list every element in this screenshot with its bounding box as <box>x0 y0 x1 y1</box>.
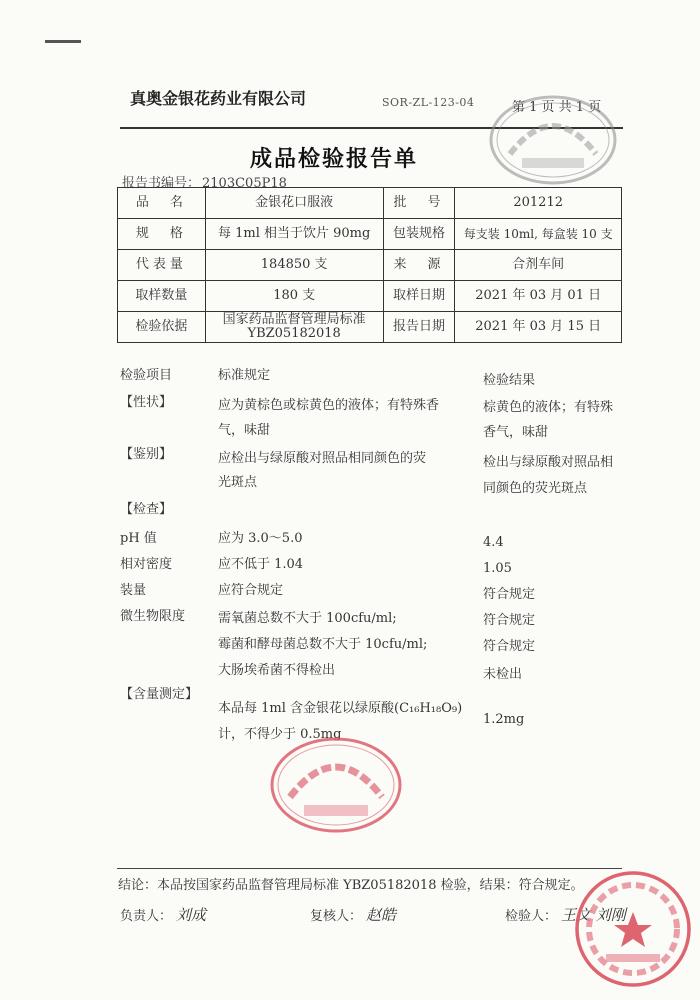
batch-label: 批 号 <box>383 188 455 219</box>
ph-result: 4.4 <box>483 535 504 550</box>
sample-qty-label: 取样数量 <box>118 281 206 312</box>
micro-result-1: 符合规定 <box>483 613 536 628</box>
assay-label: 【含量测定】 <box>120 687 199 702</box>
spec-label: 规 格 <box>118 219 206 250</box>
table-row <box>118 250 622 281</box>
micro-result-2: 符合规定 <box>483 639 536 654</box>
seal-icon <box>268 735 404 835</box>
density-label: 相对密度 <box>120 557 173 572</box>
rep-qty-value: 184850 支 <box>205 250 383 281</box>
micro-standard-1: 需氧菌总数不大于 100cfu/ml; <box>218 611 397 626</box>
page-info: 第 1 页 共 1 页 <box>512 100 602 115</box>
product-value: 金银花口服液 <box>205 188 383 219</box>
character-label: 【性状】 <box>120 395 173 410</box>
micro-standard-2: 霉菌和酵母菌总数不大于 10cfu/ml; <box>218 637 428 652</box>
report-date-value: 2021 年 03 月 15 日 <box>455 312 622 343</box>
basis-line-2: YBZ05182018 <box>247 326 341 341</box>
seal-icon <box>488 94 618 186</box>
table-row <box>118 281 622 312</box>
sample-date-value: 2021 年 03 月 01 日 <box>455 281 622 312</box>
assay-result: 1.2mg <box>483 712 525 727</box>
density-result: 1.05 <box>483 561 512 576</box>
assay-standard-2: 计，不得少于 0.5mg <box>218 727 342 742</box>
identification-result-2: 同颜色的荧光斑点 <box>483 481 588 496</box>
document-number: SOR-ZL-123-04 <box>382 96 475 109</box>
character-result-1: 棕黄色的液体；有特殊 <box>483 400 614 415</box>
character-result-2: 香气，味甜 <box>483 425 549 440</box>
identification-standard-1: 应检出与绿原酸对照品相同颜色的荧 <box>218 451 427 466</box>
col-standard-header: 标准规定 <box>218 368 271 383</box>
company-name: 真奥金银花药业有限公司 <box>130 89 307 108</box>
report-date-label: 报告日期 <box>383 312 455 343</box>
spec-value: 每 1ml 相当于饮片 90mg <box>205 219 383 250</box>
owner-label: 负责人： <box>120 909 173 924</box>
batch-value: 201212 <box>455 188 622 219</box>
report-title: 成品检验报告单 <box>250 147 419 172</box>
company-seal-round <box>572 868 694 990</box>
conclusion: 结论：本品按国家药品监督管理局标准 YBZ05182018 检验，结果：符合规定。 <box>118 878 584 893</box>
fill-standard: 应符合规定 <box>218 583 284 598</box>
identification-label: 【鉴别】 <box>120 447 173 462</box>
source-label: 来 源 <box>383 250 455 281</box>
ph-label: pH 值 <box>120 531 157 546</box>
character-standard-2: 气，味甜 <box>218 423 271 438</box>
check-label: 【检查】 <box>120 502 173 517</box>
assay-standard-1: 本品每 1ml 含金银花以绿原酸(C₁₆H₁₈O₉) <box>218 701 463 716</box>
table-row <box>118 188 622 219</box>
source-value: 合剂车间 <box>455 250 622 281</box>
owner-name: 刘成 <box>176 906 207 924</box>
fill-label: 装量 <box>120 583 147 598</box>
report-number-value: 2103C05P18 <box>202 176 287 191</box>
identification-standard-2: 光斑点 <box>218 475 258 490</box>
package-value: 每支装 10ml, 每盒装 10 支 <box>455 219 622 250</box>
footer-rule <box>117 868 622 869</box>
table-row <box>118 219 622 250</box>
micro-label: 微生物限度 <box>120 609 186 624</box>
inspector-label: 检验人： <box>505 909 558 924</box>
seal-icon <box>572 868 694 990</box>
micro-standard-3: 大肠埃希菌不得检出 <box>218 663 336 678</box>
character-standard-1: 应为黄棕色或棕黄色的液体；有特殊香 <box>218 398 440 413</box>
reviewer-name: 赵皓 <box>366 906 397 924</box>
reviewer-label: 复核人： <box>310 909 363 924</box>
table-row <box>118 312 622 343</box>
identification-result-1: 检出与绿原酸对照品相 <box>483 455 614 470</box>
col-result-header: 检验结果 <box>483 373 536 388</box>
rep-qty-label: 代表量 <box>118 250 206 281</box>
basis-label: 检验依据 <box>118 312 206 343</box>
package-label: 包装规格 <box>383 219 455 250</box>
product-info-table <box>117 187 622 343</box>
inspection-seal-top <box>488 94 618 186</box>
inspection-seal-bottom <box>268 735 404 835</box>
fill-result: 符合规定 <box>483 587 536 602</box>
reviewer-signature <box>310 904 396 925</box>
product-label: 品 名 <box>118 188 206 219</box>
micro-result-3: 未检出 <box>483 667 523 682</box>
density-standard: 应不低于 1.04 <box>218 557 304 572</box>
inspector-name: 王文 刘刚 <box>561 906 626 924</box>
col-item-header: 检验项目 <box>120 368 173 383</box>
sample-qty-value: 180 支 <box>205 281 383 312</box>
scan-mark <box>45 40 81 43</box>
basis-value <box>205 312 383 343</box>
owner-signature <box>120 904 206 925</box>
ph-standard: 应为 3.0～5.0 <box>218 531 303 546</box>
sample-date-label: 取样日期 <box>383 281 455 312</box>
basis-line-1: 国家药品监督管理局标准 <box>222 312 366 327</box>
report-number-label: 报告书编号： <box>122 176 201 191</box>
